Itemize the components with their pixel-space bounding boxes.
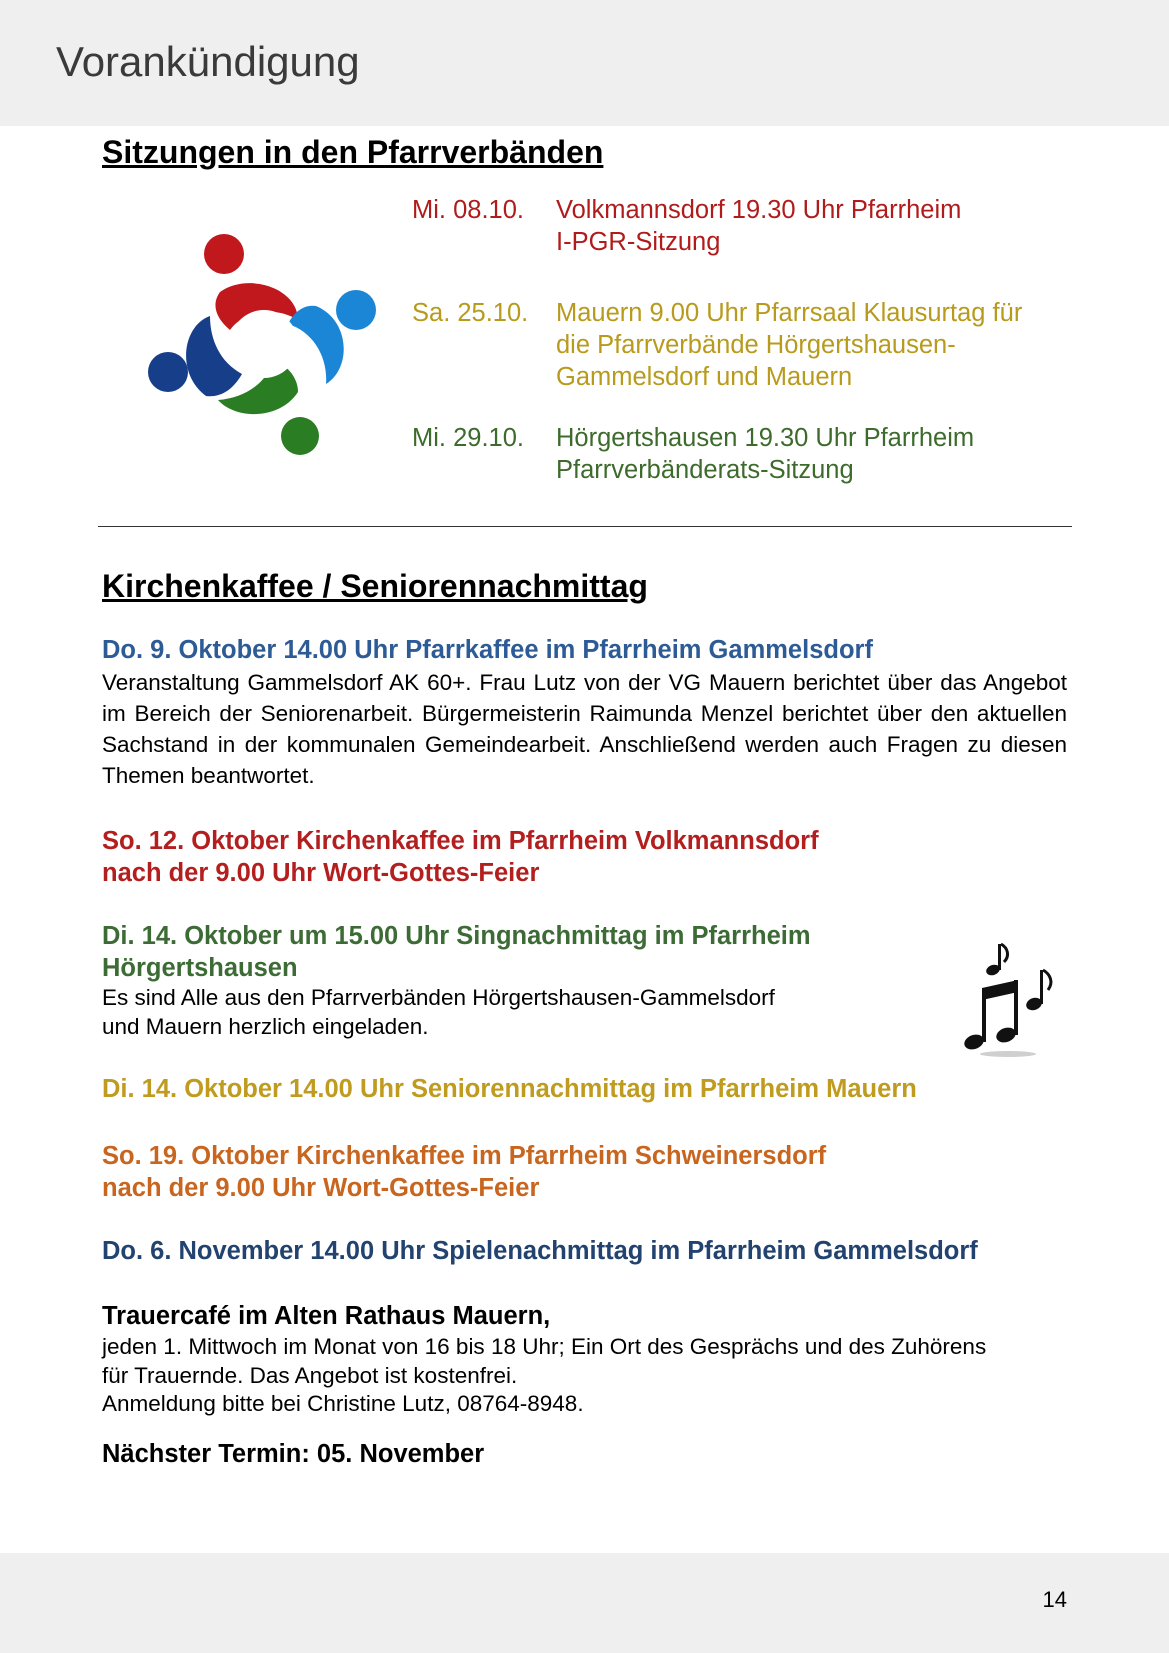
page-title: Vorankündigung bbox=[56, 38, 360, 85]
trauercafe-line: jeden 1. Mittwoch im Monat von 16 bis 18 Uhr; Ein Ort des Gesprächs und des Zuhörens bbox=[102, 1334, 987, 1359]
event-title: Do. 6. November 14.00 Uhr Spielenachmittag im Pfarrheim Gammelsdorf bbox=[102, 1237, 978, 1265]
trauercafe-title: Trauercafé im Alten Rathaus Mauern, bbox=[102, 1302, 551, 1330]
people-circle-logo bbox=[148, 228, 378, 458]
event-title bbox=[102, 825, 819, 889]
event-title: Di. 14. Oktober 14.00 Uhr Seniorennachmittag im Pfarrheim Mauern bbox=[102, 1075, 917, 1103]
meeting-line: I-PGR-Sitzung bbox=[556, 228, 721, 256]
event-description bbox=[102, 983, 775, 1041]
meeting-date: Mi. 29.10. bbox=[412, 424, 524, 452]
trauercafe-line: Anmeldung bitte bei Christine Lutz, 08764-8948. bbox=[102, 1391, 584, 1416]
trauercafe-line: für Trauernde. Das Angebot ist kostenfrei. bbox=[102, 1362, 518, 1388]
event-title-line: Hörgertshausen bbox=[102, 954, 298, 982]
meeting-line: Mauern 9.00 Uhr Pfarrsaal Klausurtag für bbox=[556, 299, 1023, 327]
meeting-line: Pfarrverbänderats-Sitzung bbox=[556, 456, 854, 484]
event-description-line: und Mauern herzlich eingeladen. bbox=[102, 1014, 429, 1039]
section-divider bbox=[98, 526, 1072, 527]
event-title-line: nach der 9.00 Uhr Wort-Gottes-Feier bbox=[102, 1174, 540, 1202]
meeting-line: Volkmannsdorf 19.30 Uhr Pfarrheim bbox=[556, 196, 962, 224]
event-title bbox=[102, 920, 811, 984]
music-notes-icon bbox=[962, 940, 1054, 1060]
event-title-line: Di. 14. Oktober um 15.00 Uhr Singnachmittag im Pfarrheim bbox=[102, 922, 811, 950]
event-title-line: So. 12. Oktober Kirchenkaffee im Pfarrheim Volkmannsdorf bbox=[102, 827, 819, 855]
section-heading-sitzungen: Sitzungen in den Pfarrverbänden bbox=[102, 134, 604, 170]
meeting-date: Mi. 08.10. bbox=[412, 196, 524, 224]
event-description-line: Es sind Alle aus den Pfarrverbänden Hörgertshausen-Gammelsdorf bbox=[102, 985, 775, 1010]
event-title-line: So. 19. Oktober Kirchenkaffee im Pfarrheim Schweinersdorf bbox=[102, 1142, 827, 1170]
meeting-line: die Pfarrverbände Hörgertshausen- bbox=[556, 331, 956, 359]
section-heading-kirchenkaffee: Kirchenkaffee / Seniorennachmittag bbox=[102, 568, 648, 604]
footer-band bbox=[0, 1553, 1169, 1653]
event-title bbox=[102, 1140, 826, 1204]
next-date: Nächster Termin: 05. November bbox=[102, 1440, 485, 1468]
event-title: Do. 9. Oktober 14.00 Uhr Pfarrkaffee im Pfarrheim Gammelsdorf bbox=[102, 636, 873, 664]
event-title-line: nach der 9.00 Uhr Wort-Gottes-Feier bbox=[102, 859, 540, 887]
trauercafe-description bbox=[102, 1333, 986, 1419]
event-description: Veranstaltung Gammelsdorf AK 60+. Frau Lutz von der VG Mauern berichtet über das Angebot im Bereich der Seniorenarbeit. Bürgermeisterin Raimunda Menzel berichtet über den aktuellen Sachstand in der kommunalen Gemeindearbeit. Anschließend werden auch Fragen zu diesen Themen beantwortet. bbox=[102, 670, 1067, 788]
meeting-date: Sa. 25.10. bbox=[412, 299, 529, 327]
page-number: 14 bbox=[1042, 1587, 1067, 1612]
meeting-line: Gammelsdorf und Mauern bbox=[556, 363, 853, 391]
meeting-line: Hörgertshausen 19.30 Uhr Pfarrheim bbox=[556, 424, 975, 452]
